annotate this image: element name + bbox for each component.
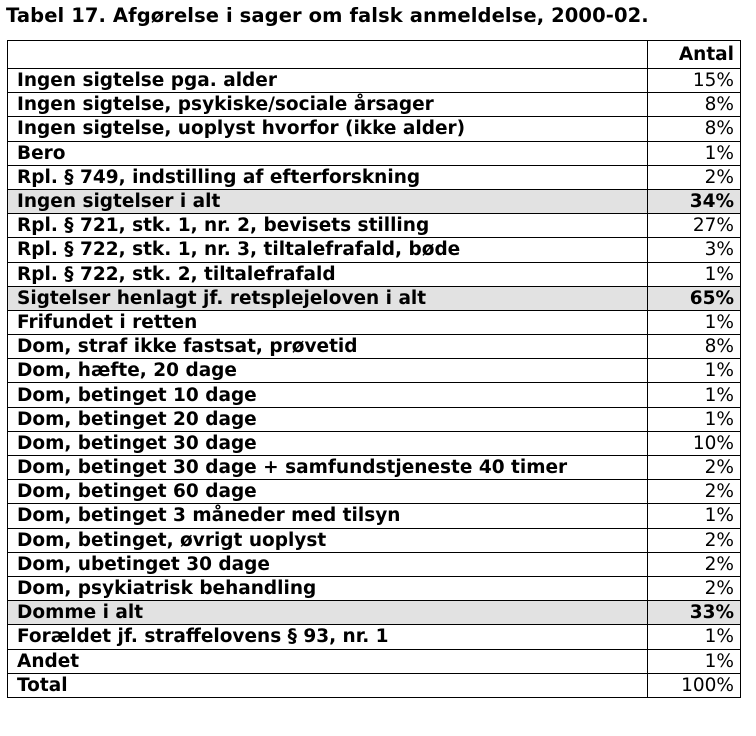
row-value-cell: 8% — [648, 93, 741, 117]
table-row — [8, 431, 741, 455]
row-label-cell: Sigtelser henlagt jf. retsplejeloven i alt — [8, 286, 648, 310]
table-row — [8, 262, 741, 286]
row-value-cell: 10% — [648, 431, 741, 455]
table-row — [8, 93, 741, 117]
row-value-cell: 100% — [648, 673, 741, 697]
row-label-cell: Dom, psykiatrisk behandling — [8, 576, 648, 600]
row-label-cell: Rpl. § 722, stk. 2, tiltalefrafald — [8, 262, 648, 286]
table-body — [8, 69, 741, 698]
row-label-cell: Dom, betinget 60 dage — [8, 480, 648, 504]
table-row — [8, 456, 741, 480]
row-label-cell: Dom, betinget 30 dage + samfundstjeneste 40 timer — [8, 456, 648, 480]
row-label-cell: Dom, betinget 3 måneder med tilsyn — [8, 504, 648, 528]
header-antal-cell: Antal — [648, 41, 741, 69]
table-row — [8, 576, 741, 600]
subtotal-row — [8, 286, 741, 310]
table-row — [8, 69, 741, 93]
row-value-cell: 1% — [648, 625, 741, 649]
subtotal-row — [8, 601, 741, 625]
row-label-cell: Dom, betinget 20 dage — [8, 407, 648, 431]
row-label-cell: Total — [8, 673, 648, 697]
table-row — [8, 165, 741, 189]
row-value-cell: 65% — [648, 286, 741, 310]
row-value-cell: 33% — [648, 601, 741, 625]
data-table — [7, 40, 741, 698]
header-label-cell — [8, 41, 648, 69]
subtotal-row — [8, 189, 741, 213]
table-row — [8, 141, 741, 165]
row-value-cell: 1% — [648, 383, 741, 407]
row-label-cell: Rpl. § 749, indstilling af efterforskning — [8, 165, 648, 189]
row-value-cell: 15% — [648, 69, 741, 93]
table-row — [8, 310, 741, 334]
row-value-cell: 1% — [648, 310, 741, 334]
row-label-cell: Bero — [8, 141, 648, 165]
row-label-cell: Dom, ubetinget 30 dage — [8, 552, 648, 576]
row-label-cell: Rpl. § 721, stk. 1, nr. 2, bevisets stilling — [8, 214, 648, 238]
row-label-cell: Dom, straf ikke fastsat, prøvetid — [8, 335, 648, 359]
row-value-cell: 8% — [648, 117, 741, 141]
table-row — [8, 528, 741, 552]
row-label-cell: Ingen sigtelse, psykiske/sociale årsager — [8, 93, 648, 117]
table-row — [8, 238, 741, 262]
row-label-cell: Dom, betinget 10 dage — [8, 383, 648, 407]
row-label-cell: Forældet jf. straffelovens § 93, nr. 1 — [8, 625, 648, 649]
row-value-cell: 2% — [648, 456, 741, 480]
table-row — [8, 383, 741, 407]
row-value-cell: 2% — [648, 576, 741, 600]
table-row — [8, 335, 741, 359]
table-row — [8, 552, 741, 576]
table-title: Tabel 17. Afgørelse i sager om falsk anmeldelse, 2000-02. — [6, 4, 649, 27]
table-row — [8, 407, 741, 431]
row-label-cell: Frifundet i retten — [8, 310, 648, 334]
table-row — [8, 625, 741, 649]
row-label-cell: Dom, betinget 30 dage — [8, 431, 648, 455]
row-value-cell: 1% — [648, 504, 741, 528]
table-row — [8, 117, 741, 141]
table-row — [8, 480, 741, 504]
row-value-cell: 27% — [648, 214, 741, 238]
row-value-cell: 34% — [648, 189, 741, 213]
row-value-cell: 1% — [648, 407, 741, 431]
table-row — [8, 649, 741, 673]
row-label-cell: Ingen sigtelse, uoplyst hvorfor (ikke alder) — [8, 117, 648, 141]
table-header-row — [8, 41, 741, 69]
row-value-cell: 1% — [648, 649, 741, 673]
table-row — [8, 214, 741, 238]
row-value-cell: 3% — [648, 238, 741, 262]
row-value-cell: 1% — [648, 262, 741, 286]
row-value-cell: 2% — [648, 528, 741, 552]
row-label-cell: Rpl. § 722, stk. 1, nr. 3, tiltalefrafald, bøde — [8, 238, 648, 262]
row-label-cell: Dom, betinget, øvrigt uoplyst — [8, 528, 648, 552]
row-value-cell: 2% — [648, 480, 741, 504]
row-label-cell: Ingen sigtelser i alt — [8, 189, 648, 213]
row-value-cell: 1% — [648, 141, 741, 165]
row-label-cell: Domme i alt — [8, 601, 648, 625]
row-value-cell: 2% — [648, 552, 741, 576]
row-label-cell: Andet — [8, 649, 648, 673]
table-row — [8, 673, 741, 697]
row-label-cell: Dom, hæfte, 20 dage — [8, 359, 648, 383]
row-value-cell: 8% — [648, 335, 741, 359]
table-row — [8, 504, 741, 528]
row-label-cell: Ingen sigtelse pga. alder — [8, 69, 648, 93]
row-value-cell: 2% — [648, 165, 741, 189]
table-row — [8, 359, 741, 383]
row-value-cell: 1% — [648, 359, 741, 383]
